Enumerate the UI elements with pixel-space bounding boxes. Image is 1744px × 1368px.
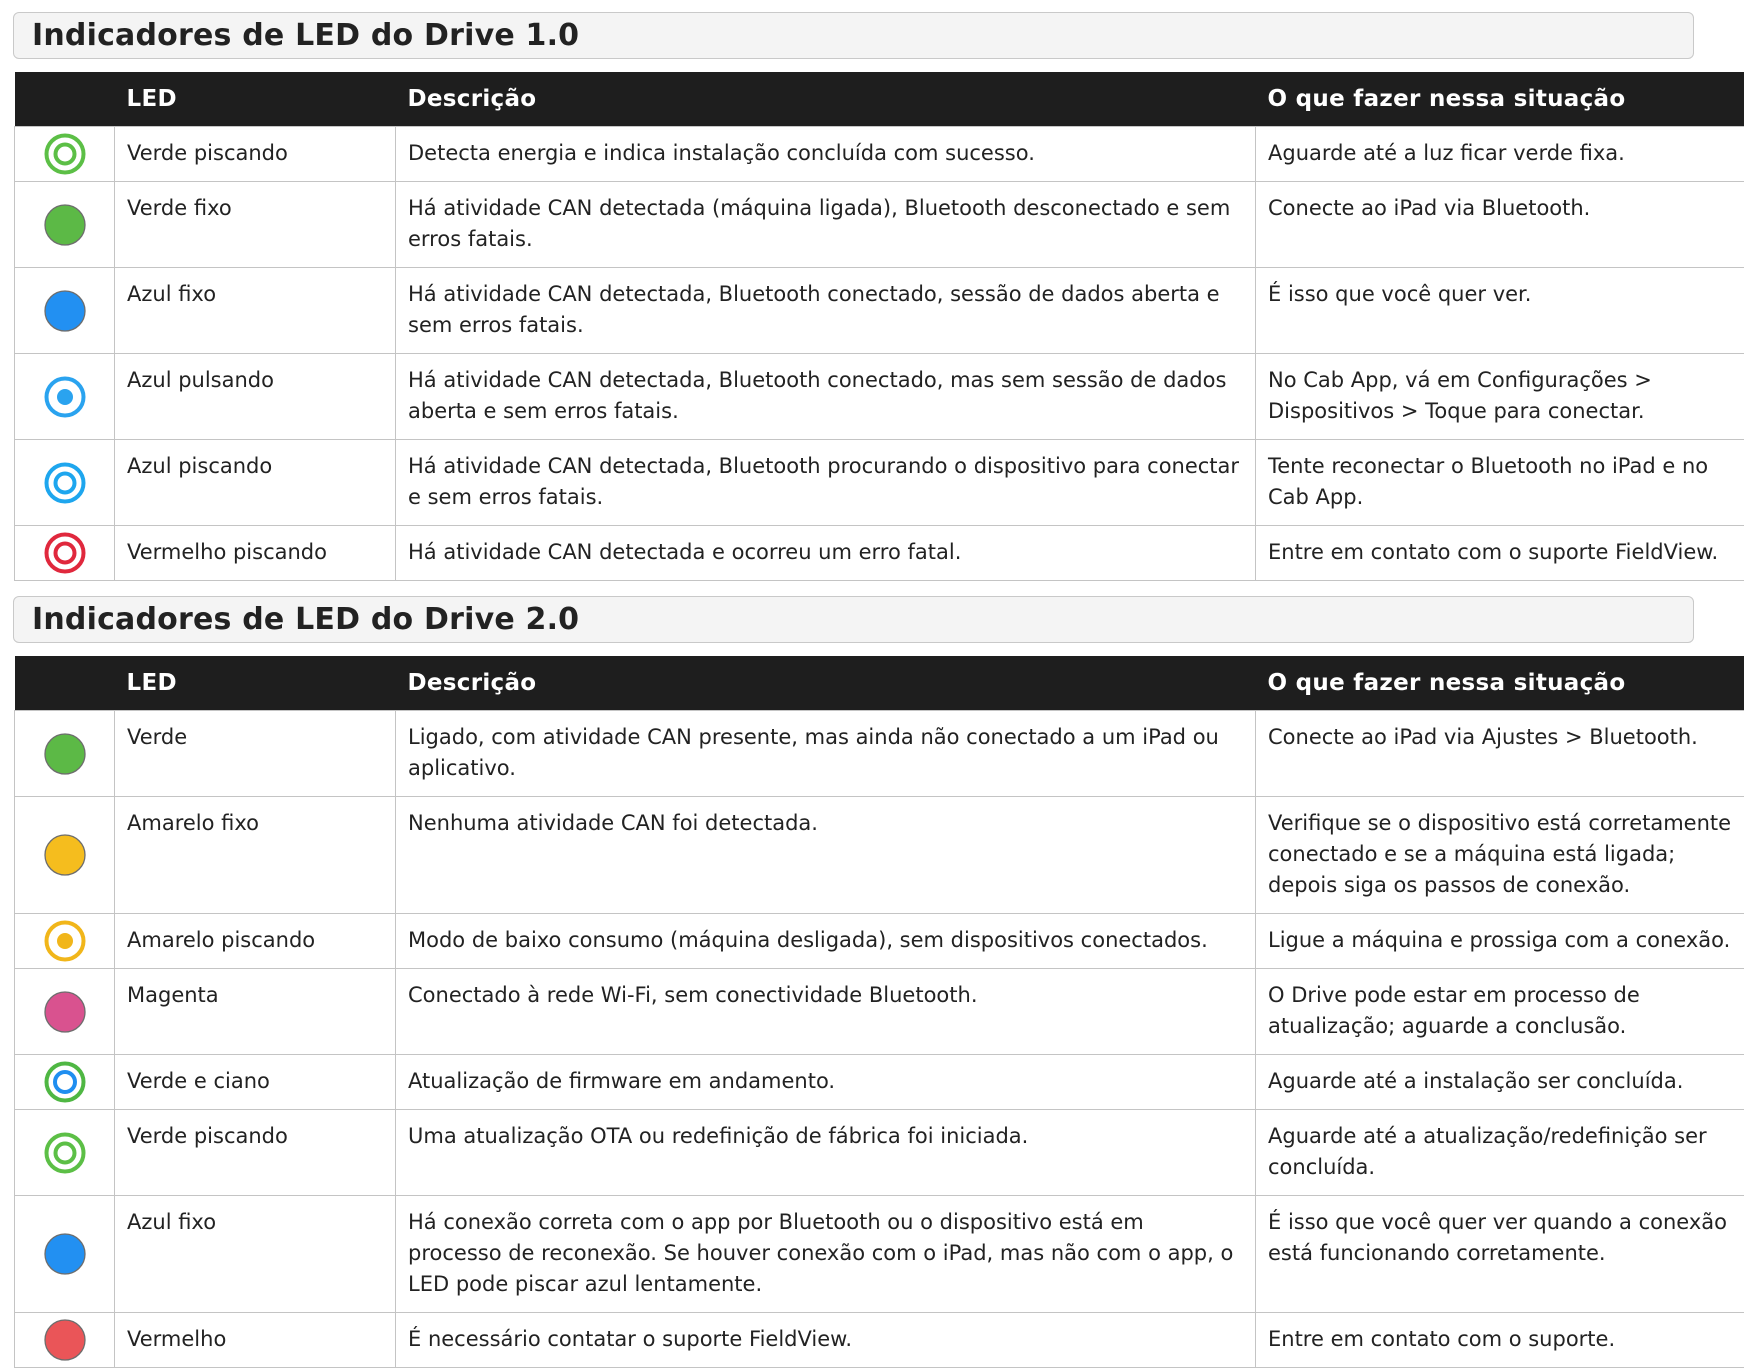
led-name-cell: Vermelho piscando [115, 526, 396, 581]
green-cyan-ring-icon [43, 1060, 87, 1104]
description-cell: Detecta energia e indica instalação concluída com sucesso. [396, 127, 1256, 182]
led-name-cell: Azul fixo [115, 1196, 396, 1313]
table-row [15, 182, 1744, 268]
led-icon-cell [15, 914, 115, 969]
action-cell: Conecte ao iPad via Ajustes > Bluetooth. [1256, 711, 1744, 797]
table-header-row [15, 656, 1744, 711]
action-cell: Tente reconectar o Bluetooth no iPad e no Cab App. [1256, 440, 1744, 526]
table-row [15, 268, 1744, 354]
yellow-blinking-icon [43, 919, 87, 963]
led-name-cell: Azul piscando [115, 440, 396, 526]
led-icon-cell [15, 969, 115, 1055]
table-header-row [15, 72, 1744, 127]
description-cell: Modo de baixo consumo (máquina desligada), sem dispositivos conectados. [396, 914, 1256, 969]
led-name-cell: Magenta [115, 969, 396, 1055]
green-blinking-ring-icon [43, 132, 87, 176]
led-name-cell: Verde [115, 711, 396, 797]
header-descricao: Descrição [396, 656, 1256, 711]
description-cell: Há atividade CAN detectada (máquina ligada), Bluetooth desconectado e sem erros fatais. [396, 182, 1256, 268]
led-name-cell: Amarelo fixo [115, 797, 396, 914]
description-cell: É necessário contatar o suporte FieldView. [396, 1313, 1256, 1368]
table-row [15, 127, 1744, 182]
led-name-cell: Amarelo piscando [115, 914, 396, 969]
table-row [15, 440, 1744, 526]
table-row [15, 711, 1744, 797]
led-icon-cell [15, 182, 115, 268]
action-cell: O Drive pode estar em processo de atualização; aguarde a conclusão. [1256, 969, 1744, 1055]
table-row [15, 1110, 1744, 1196]
led-icon-cell [15, 526, 115, 581]
description-cell: Há atividade CAN detectada e ocorreu um erro fatal. [396, 526, 1256, 581]
blue-pulsing-icon [43, 375, 87, 419]
description-cell: Há atividade CAN detectada, Bluetooth conectado, mas sem sessão de dados aberta e sem erros fatais. [396, 354, 1256, 440]
led-icon-cell [15, 1055, 115, 1110]
led-name-cell: Verde e ciano [115, 1055, 396, 1110]
description-cell: Conectado à rede Wi-Fi, sem conectividade Bluetooth. [396, 969, 1256, 1055]
led-name-cell: Verde fixo [115, 182, 396, 268]
table-row [15, 914, 1744, 969]
description-cell: Uma atualização OTA ou redefinição de fábrica foi iniciada. [396, 1110, 1256, 1196]
action-cell: Entre em contato com o suporte FieldView. [1256, 526, 1744, 581]
led-icon-cell [15, 1313, 115, 1368]
table-row [15, 797, 1744, 914]
action-cell: Aguarde até a instalação ser concluída. [1256, 1055, 1744, 1110]
action-cell: Entre em contato com o suporte. [1256, 1313, 1744, 1368]
action-cell: Conecte ao iPad via Bluetooth. [1256, 182, 1744, 268]
table-row [15, 1313, 1744, 1368]
table-row [15, 1055, 1744, 1110]
magenta-solid-icon [43, 990, 87, 1034]
action-cell: No Cab App, vá em Configurações > Dispositivos > Toque para conectar. [1256, 354, 1744, 440]
led-table-drive-2 [14, 656, 1744, 1368]
section-header-drive-1 [13, 12, 1694, 59]
header-led: LED [115, 72, 396, 127]
yellow-solid-icon [43, 833, 87, 877]
green-solid-icon [43, 732, 87, 776]
action-cell: Ligue a máquina e prossiga com a conexão. [1256, 914, 1744, 969]
led-icon-cell [15, 440, 115, 526]
header-icon [15, 72, 115, 127]
led-icon-cell [15, 1110, 115, 1196]
action-cell: É isso que você quer ver. [1256, 268, 1744, 354]
header-acao: O que fazer nessa situação [1256, 656, 1744, 711]
led-icon-cell [15, 797, 115, 914]
section-header-drive-2 [13, 596, 1694, 643]
table-row [15, 969, 1744, 1055]
led-name-cell: Verde piscando [115, 127, 396, 182]
header-led: LED [115, 656, 396, 711]
led-table-drive-1 [14, 72, 1744, 581]
description-cell: Atualização de firmware em andamento. [396, 1055, 1256, 1110]
description-cell: Há atividade CAN detectada, Bluetooth procurando o dispositivo para conectar e sem erros fatais. [396, 440, 1256, 526]
table-row [15, 1196, 1744, 1313]
description-cell: Há atividade CAN detectada, Bluetooth conectado, sessão de dados aberta e sem erros fatais. [396, 268, 1256, 354]
led-name-cell: Verde piscando [115, 1110, 396, 1196]
description-cell: Há conexão correta com o app por Bluetooth ou o dispositivo está em processo de reconexão. Se houver conexão com o iPad, mas não com o app, o LED pode piscar azul lentamente. [396, 1196, 1256, 1313]
red-solid-icon [43, 1318, 87, 1362]
led-icon-cell [15, 268, 115, 354]
section-title: Indicadores de LED do Drive 2.0 [32, 603, 579, 637]
action-cell: Aguarde até a luz ficar verde fixa. [1256, 127, 1744, 182]
green-blinking-ring-icon [43, 1131, 87, 1175]
led-icon-cell [15, 1196, 115, 1313]
header-descricao: Descrição [396, 72, 1256, 127]
blue-blinking-ring-icon [43, 461, 87, 505]
section-title: Indicadores de LED do Drive 1.0 [32, 19, 579, 53]
action-cell: Verifique se o dispositivo está corretamente conectado e se a máquina está ligada; depois siga os passos de conexão. [1256, 797, 1744, 914]
led-name-cell: Azul pulsando [115, 354, 396, 440]
led-icon-cell [15, 354, 115, 440]
green-solid-icon [43, 203, 87, 247]
description-cell: Ligado, com atividade CAN presente, mas ainda não conectado a um iPad ou aplicativo. [396, 711, 1256, 797]
blue-solid-icon [43, 289, 87, 333]
led-icon-cell [15, 127, 115, 182]
table-row [15, 354, 1744, 440]
led-name-cell: Azul fixo [115, 268, 396, 354]
red-blinking-ring-icon [43, 531, 87, 575]
header-icon [15, 656, 115, 711]
blue-solid-icon [43, 1232, 87, 1276]
table-row [15, 526, 1744, 581]
description-cell: Nenhuma atividade CAN foi detectada. [396, 797, 1256, 914]
led-name-cell: Vermelho [115, 1313, 396, 1368]
action-cell: Aguarde até a atualização/redefinição ser concluída. [1256, 1110, 1744, 1196]
action-cell: É isso que você quer ver quando a conexão está funcionando corretamente. [1256, 1196, 1744, 1313]
led-icon-cell [15, 711, 115, 797]
header-acao: O que fazer nessa situação [1256, 72, 1744, 127]
